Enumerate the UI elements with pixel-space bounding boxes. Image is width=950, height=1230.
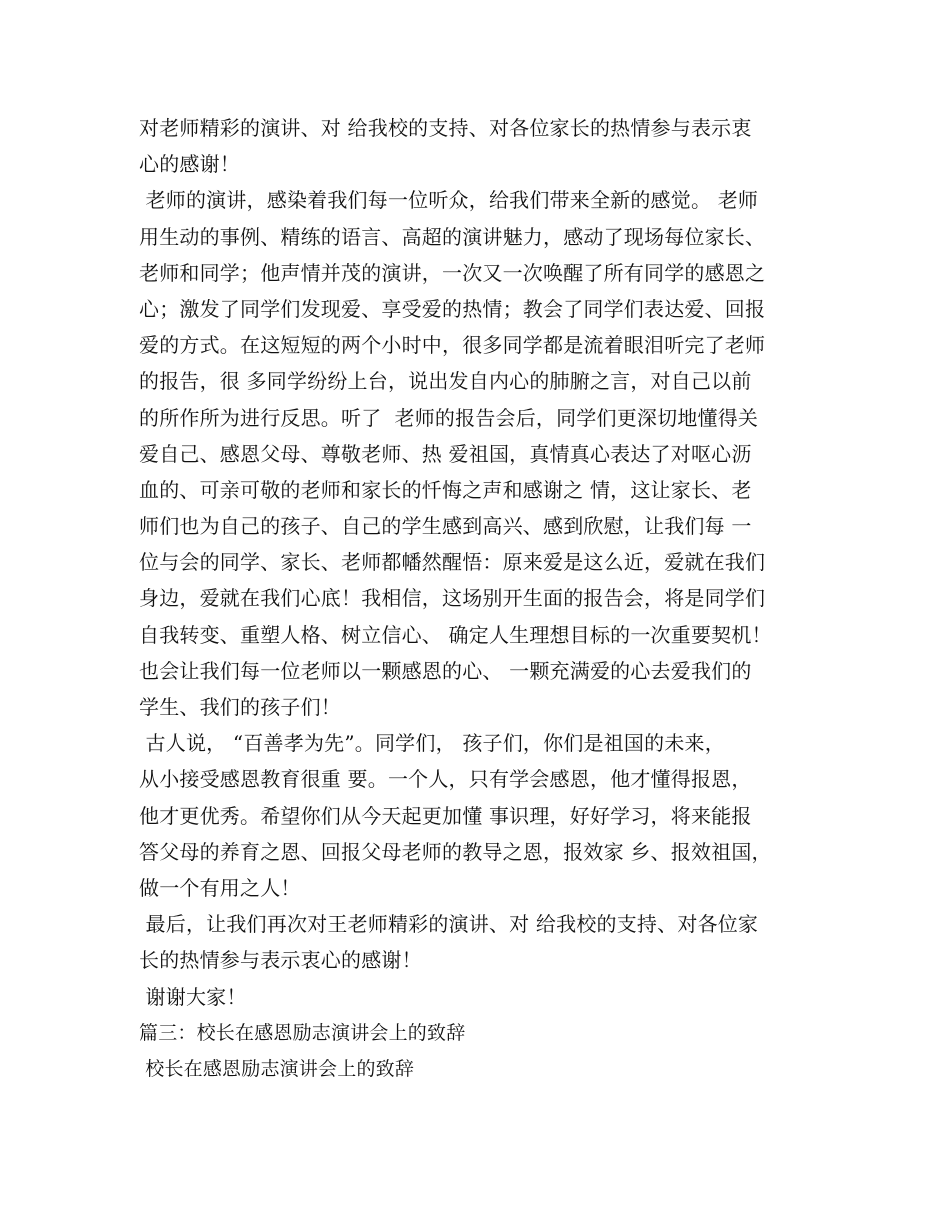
text-line: 对老师精彩的演讲、对 给我校的支持、对各位家长的热情参与表示衷 bbox=[139, 116, 752, 140]
text-line: 爱的方式。在这短短的两个小时中，很多同学都是流着眼泪听完了老师 bbox=[139, 333, 766, 358]
text-line: 也会让我们每一位老师以一颗感恩的心、 一颗充满爱的心去爱我们的 bbox=[139, 658, 752, 683]
section-heading: 篇三：校长在感恩励志演讲会上的致辞 bbox=[139, 1021, 466, 1044]
text-line: 血的、可亲可敬的老师和家长的忏悔之声和感谢之 情，这让家长、老 bbox=[139, 477, 752, 502]
document-body bbox=[139, 110, 839, 1087]
text-line: 谢谢大家！ bbox=[139, 984, 247, 1009]
text-line: 老师的演讲，感染着我们每一位听众，给我们带来全新的感觉。 老师 bbox=[139, 188, 759, 213]
text-line: 答父母的养育之恩、回报父母老师的教导之恩，报效家 乡、报效祖国， bbox=[139, 839, 772, 864]
text-line: 做一个有用之人！ bbox=[139, 875, 301, 900]
text-line: 的所作所为进行反思。听了 老师的报告会后，同学们更深切地懂得关 bbox=[139, 405, 759, 430]
text-line: 心；激发了同学们发现爱、享受爱的热情；教会了同学们表达爱、回报 bbox=[139, 296, 766, 321]
text-line: 爱自己、感恩父母、尊敬老师、热 爱祖国，真情真心表达了对呕心沥 bbox=[139, 441, 752, 466]
text-line: 用生动的事例、精练的语言、高超的演讲魅力，感动了现场每位家长、 bbox=[139, 224, 766, 249]
text-line: 长的热情参与表示衷心的感谢！ bbox=[139, 948, 422, 973]
text-line: 学生、我们的孩子们！ bbox=[139, 695, 341, 719]
text-line: 古人说， “百善孝为先”。同学们， 孩子们，你们是祖国的未来， bbox=[139, 731, 725, 756]
text-line: 自我转变、重塑人格、树立信心、 确定人生理想目标的一次重要契机！ bbox=[139, 622, 772, 647]
text-line: 位与会的同学、家长、老师都幡然醒悟：原来爱是这么近，爱就在我们 bbox=[139, 550, 766, 575]
text-line: 最后，让我们再次对王老师精彩的演讲、对 给我校的支持、对各位家 bbox=[139, 912, 759, 937]
text-line: 老师和同学；他声情并茂的演讲，一次又一次唤醒了所有同学的感恩之 bbox=[139, 260, 766, 285]
text-line: 身边，爱就在我们心底！我相信，这场别开生面的报告会，将是同学们 bbox=[139, 586, 766, 611]
text-line: 从小接受感恩教育很重 要。一个人，只有学会感恩，他才懂得报恩， bbox=[139, 767, 752, 792]
subtitle-line: 校长在感恩励志演讲会上的致辞 bbox=[139, 1057, 415, 1080]
text-line: 他才更优秀。希望你们从今天起更加懂 事识理，好好学习，将来能报 bbox=[139, 803, 752, 828]
text-line: 的报告，很 多同学纷纷上台，说出发自内心的肺腑之言，对自己以前 bbox=[139, 369, 752, 394]
text-line: 师们也为自己的孩子、自己的学生感到高兴、感到欣慰，让我们每 一 bbox=[139, 514, 752, 539]
text-line: 心的感谢！ bbox=[139, 152, 240, 177]
